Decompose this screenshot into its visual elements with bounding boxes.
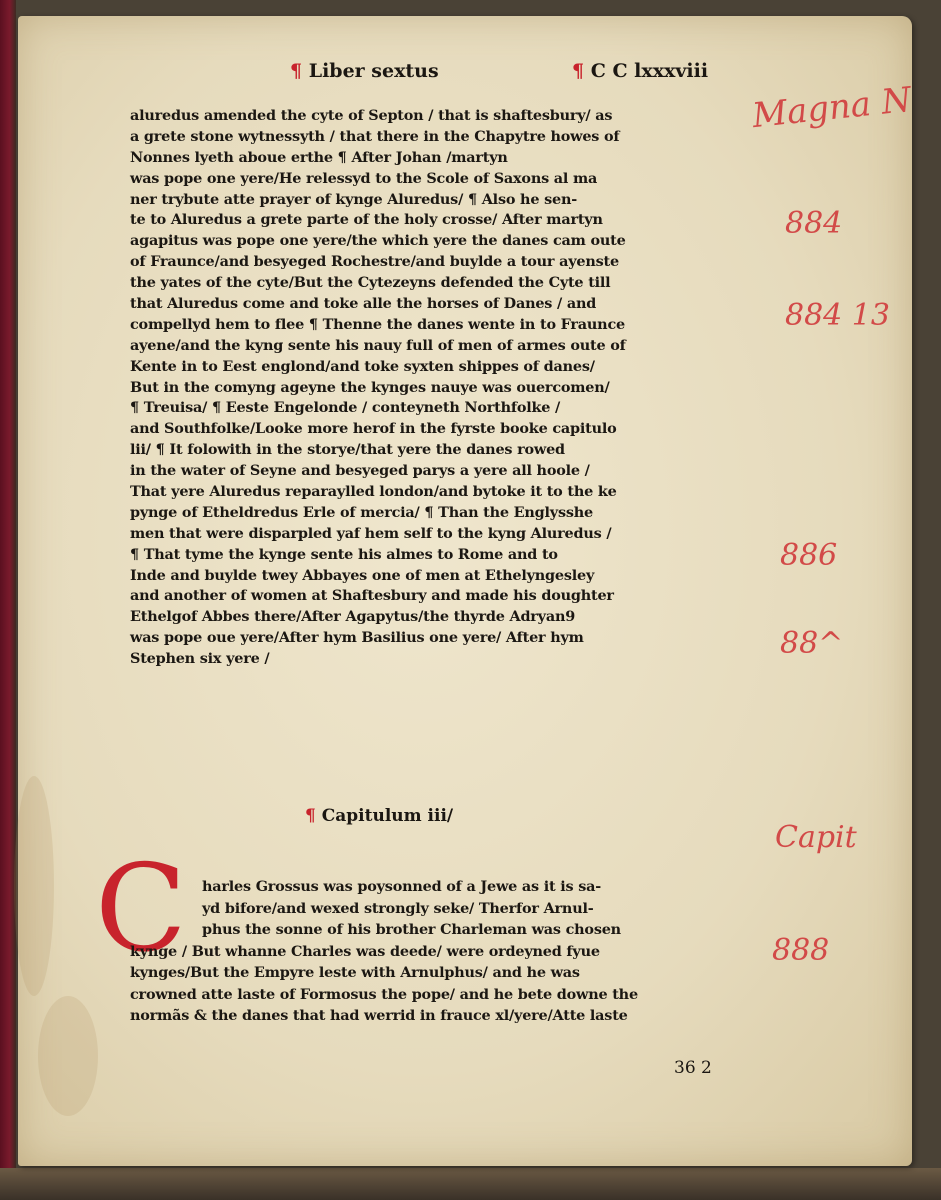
text-line: crowned atte laste of Formosus the pope/ and he bete downe the [130, 985, 638, 1003]
paper-stain [14, 776, 54, 996]
chapter-heading: ¶ Capitulum iii/ [305, 806, 454, 826]
margin-annotation: Capit [775, 820, 857, 855]
text-line: te to Aluredus a grete parte of the holy crosse/ After martyn [130, 211, 603, 229]
text-line: ¶ Treuisa/ ¶ Eeste Engelonde / conteyneth Northfolke / [130, 399, 561, 417]
margin-annotation: 884 [785, 206, 843, 241]
book-bottom-edge [0, 1168, 941, 1200]
text-line: Ethelgof Abbes there/After Agapytus/the thyrde Adryan9 [130, 608, 576, 626]
text-line: and another of women at Shaftesbury and made his doughter [130, 587, 614, 605]
pilcrow-mark: ¶ [305, 806, 322, 826]
text-line: was pope one yere/He relessyd to the Scole of Saxons al ma [130, 169, 598, 187]
margin-annotation: 88^ [780, 626, 844, 661]
margin-annotation: Magna N [750, 79, 914, 137]
text-line: yd bifore/and wexed strongly seke/ Therfor Arnul- [202, 899, 594, 917]
text-line: ayene/and the kyng sente his nauy full of men of armes oute of [130, 336, 626, 354]
text-line: ¶ That tyme the kynge sente his almes to Rome and to [130, 545, 558, 563]
text-line: in the water of Seyne and besyeged parys a yere all hoole / [130, 462, 590, 480]
text-line: kynges/But the Empyre leste with Arnulphus/ and he was [130, 964, 580, 981]
text-line: Inde and buylde twey Abbayes one of men at Ethelyngesley [130, 566, 595, 584]
text-line: harles Grossus was poysonned of a Jewe as it is sa- [202, 878, 602, 895]
margin-annotation: 884 13 [785, 298, 890, 333]
text-line: aluredus amended the cyte of Septon / that is shaftesbury/ as [130, 107, 613, 124]
text-line: a grete stone wytnessyth / that there in the Chapytre howes of [130, 127, 620, 145]
folio-header-right: ¶ C C lxxxviii [572, 60, 709, 82]
text-line: men that were disparpled yaf hem self to the kyng Aluredus / [130, 524, 612, 542]
margin-annotation: 888 [772, 933, 830, 968]
text-line: of Fraunce/and besyeged Rochestre/and buylde a tour ayenste [130, 253, 619, 271]
margin-annotation: 886 [780, 538, 838, 573]
page-number: 36 2 [674, 1058, 712, 1078]
text-line: kynge / But whanne Charles was deede/ were ordeyned fyue [130, 942, 600, 960]
book-spine [0, 0, 16, 1200]
text-line: pynge of Etheldredus Erle of mercia/ ¶ Than the Englysshe [130, 503, 593, 521]
text-line: phus the sonne of his brother Charleman was chosen [202, 921, 621, 938]
text-line: normãs & the danes that had werrid in frauce xl/yere/Atte laste [130, 1007, 628, 1024]
text-line: Kente in to Eest englond/and toke syxten shippes of danes/ [130, 357, 595, 375]
text-line: agapitus was pope one yere/the which yere the danes cam oute [130, 232, 626, 250]
text-line: Nonnes lyeth aboue erthe ¶ After Johan /martyn [130, 148, 508, 166]
text-line: that Aluredus come and toke alle the horses of Danes / and [130, 295, 597, 313]
running-header-left: ¶ Liber sextus [290, 60, 439, 82]
text-line: the yates of the cyte/But the Cytezeyns defended the Cyte till [130, 274, 611, 292]
text-line: lii/ ¶ It folowith in the storye/that yere the danes rowed [130, 441, 565, 459]
pilcrow-mark: ¶ [290, 60, 309, 82]
text-line: But in the comyng ageyne the kynges nauye was ouercomen/ [130, 378, 610, 396]
text-line: Stephen six yere / [130, 650, 270, 668]
decorated-initial: C [95, 840, 187, 979]
text-line: ner trybute atte prayer of kynge Aluredus/ ¶ Also he sen- [130, 190, 577, 208]
paper-stain [38, 996, 98, 1116]
main-text-block [130, 106, 750, 670]
chapter-text-block [130, 876, 750, 1027]
text-line: compellyd hem to flee ¶ Thenne the danes wente in to Fraunce [130, 315, 625, 333]
text-line: was pope oue yere/After hym Basilius one yere/ After hym [130, 629, 584, 647]
text-line: That yere Aluredus reparaylled london/and bytoke it to the ke [130, 483, 617, 501]
pilcrow-mark: ¶ [572, 60, 591, 82]
text-line: and Southfolke/Looke more herof in the fyrste booke capitulo [130, 420, 617, 438]
